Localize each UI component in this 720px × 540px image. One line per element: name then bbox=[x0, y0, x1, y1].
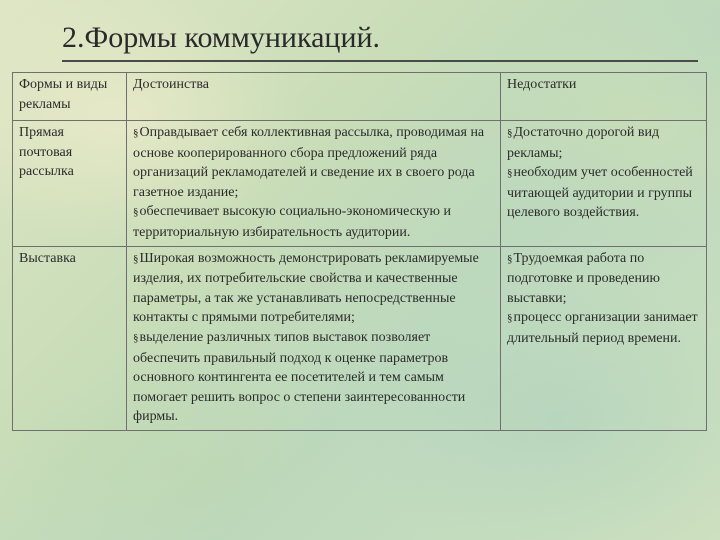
list-item: §необходим учет особенностей читающей аудитории и группы целевого воздействия. bbox=[507, 165, 693, 221]
header-advantages: Достоинства bbox=[127, 73, 501, 121]
table-header-row bbox=[13, 73, 707, 121]
list-item: §выделение различных типов выставок позволяет обеспечить правильный подход к оценке параметров основного контингента ее посетителей и тем самым помогает решить вопрос о степени заинтересованности фирмы. bbox=[133, 329, 466, 425]
list-item: §Широкая возможность демонстрировать рекламируемые изделия, их потребительские свойства и качественные параметры, а так же устанавливать непосредственные контакты с прямыми потребителями; bbox=[133, 250, 479, 326]
header-forms: Формы и виды рекламы bbox=[13, 73, 127, 121]
bullet-icon: § bbox=[507, 312, 513, 325]
bullet-icon: § bbox=[133, 206, 139, 219]
bullet-icon: § bbox=[133, 252, 139, 265]
advantages-cell bbox=[127, 246, 501, 430]
title-underline bbox=[62, 60, 698, 62]
bullet-icon: § bbox=[507, 252, 513, 265]
bullet-icon: § bbox=[507, 127, 513, 139]
communication-forms-table bbox=[12, 72, 707, 431]
list-item: §обеспечивает высокую социально-экономическую и территориальную избирательность аудитории. bbox=[133, 204, 451, 240]
header-disadvantages: Недостатки bbox=[501, 73, 707, 121]
bullet-icon: § bbox=[133, 331, 139, 344]
bullet-icon: § bbox=[507, 167, 513, 180]
list-item: §Достаточно дорогой вид рекламы; bbox=[507, 125, 660, 161]
disadvantages-cell bbox=[501, 246, 707, 430]
form-name: Прямая почтовая рассылка bbox=[13, 121, 127, 247]
list-item: §Трудоемкая работа по подготовке и проведению выставки; bbox=[507, 250, 660, 306]
table-row bbox=[13, 246, 707, 430]
list-item: §Оправдывает себя коллективная рассылка, проводимая на основе кооперированного сбора предложений ряда организаций рекламодателей и сведение их в своего рода газетное издание; bbox=[133, 125, 485, 200]
list-item: §процесс организации занимает длительный период времени. bbox=[507, 310, 698, 346]
slide-title: 2.Формы коммуникаций. bbox=[62, 21, 381, 54]
bullet-icon: § bbox=[133, 127, 139, 139]
disadvantages-cell bbox=[501, 121, 707, 247]
form-name: Выставка bbox=[13, 246, 127, 430]
advantages-cell bbox=[127, 121, 501, 247]
table-row bbox=[13, 121, 707, 247]
